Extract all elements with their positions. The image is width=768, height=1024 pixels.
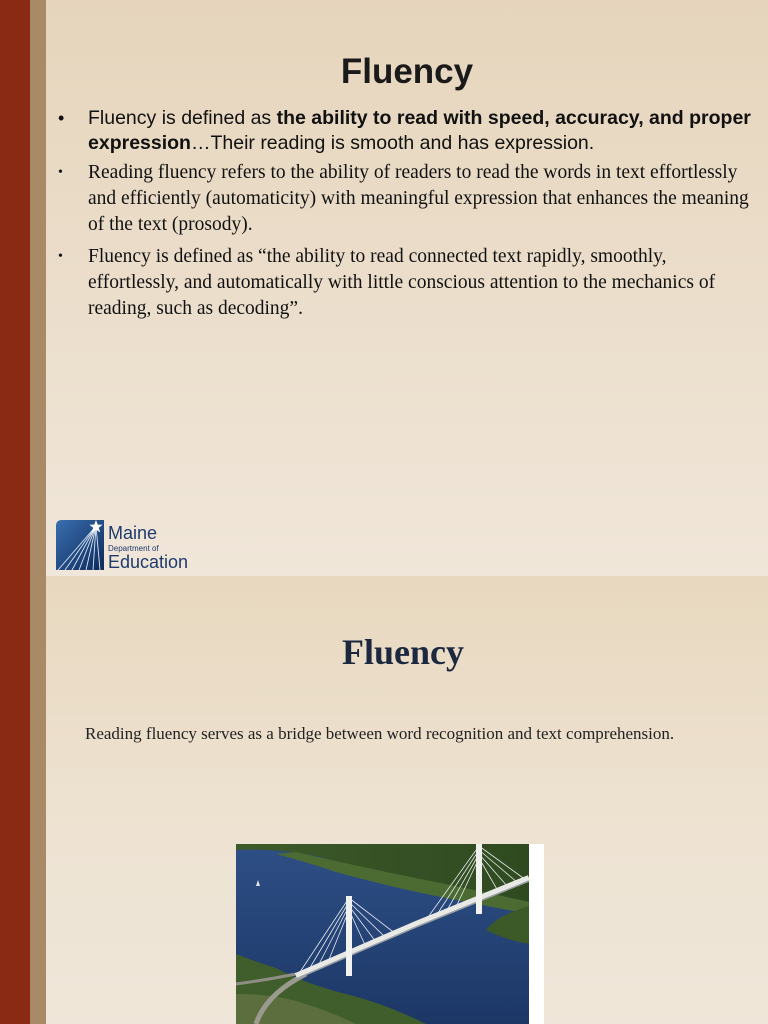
slide-1-title: Fluency — [340, 52, 474, 91]
slide-2-title: Fluency — [342, 632, 464, 672]
bullet-marker: • — [58, 249, 63, 264]
bullet-text-bold: the ability to read with speed, accuracy, and proper expression — [88, 107, 751, 154]
slide-2 — [0, 576, 768, 1024]
logo-text-education: Education — [108, 552, 189, 572]
slide-2-body-text: Reading fluency serves as a bridge between word recognition and text comprehension. — [85, 724, 675, 743]
bullet-text: Fluency is defined as “the ability to read connected text rapidly, smoothly, effortlessly, and automatically with little conscious attention to the mechanics of reading, such as decoding”. — [88, 246, 716, 319]
bullet-text-plain: Fluency is defined as — [88, 107, 277, 129]
bullet-item-2 — [58, 160, 758, 238]
bullet-text-rest: …Their reading is smooth and has expression. — [190, 132, 595, 154]
logo-text-maine: Maine — [108, 523, 158, 543]
logo-text-department: Department of — [108, 544, 159, 553]
bullet-item-1 — [58, 106, 758, 156]
bullet-marker: • — [58, 165, 63, 180]
inner-accent-bar — [30, 0, 46, 576]
bridge-photo-icon — [236, 844, 544, 1024]
left-accent-bar — [0, 0, 30, 576]
inner-accent-bar — [30, 576, 46, 1024]
bullet-list — [58, 106, 758, 322]
maine-doe-logo — [56, 519, 206, 571]
bullet-text: Reading fluency refers to the ability of readers to read the words in text effortlessly and efficiently (automaticity) with meaningful expression that enhances the meaning of the text (prosody). — [88, 162, 749, 235]
bullet-marker: • — [58, 108, 65, 128]
left-accent-bar — [0, 576, 30, 1024]
logo-star-rays-icon — [56, 520, 104, 570]
bullet-item-3 — [58, 244, 758, 322]
